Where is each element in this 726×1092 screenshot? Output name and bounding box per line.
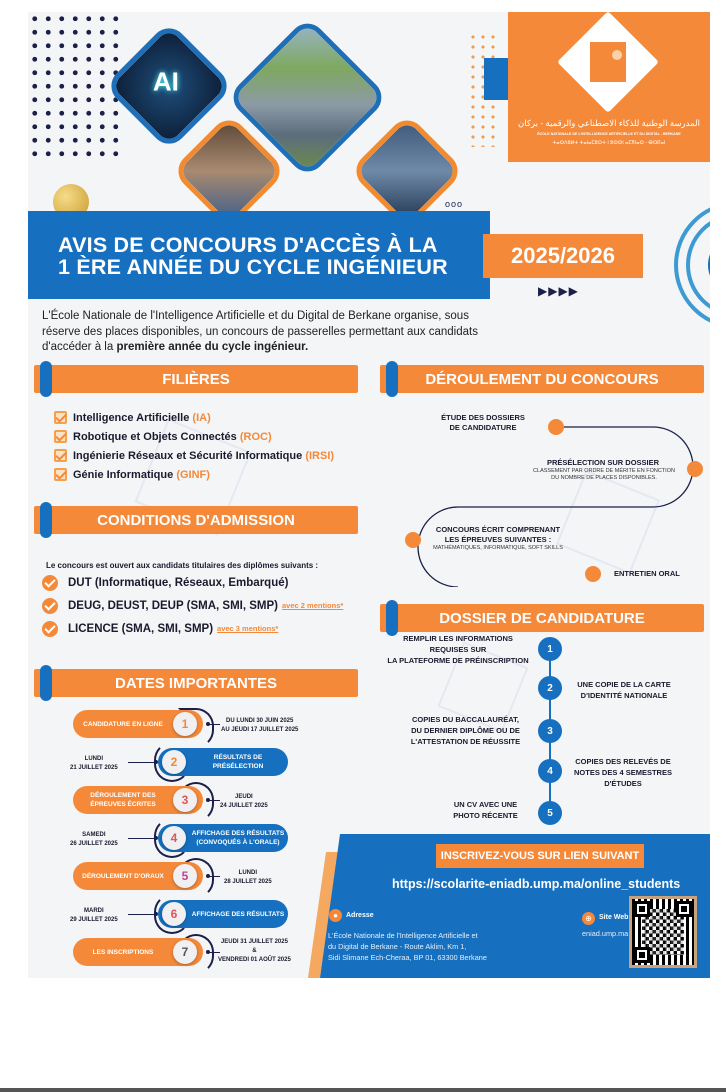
filieres-header — [34, 365, 358, 393]
diploma-name: DEUG, DEUST, DEUP (SMA, SMI, SMP) — [68, 599, 279, 612]
date-connector — [128, 762, 156, 763]
filiere-item — [54, 408, 334, 427]
address-label: Adresse — [346, 912, 374, 919]
website-url[interactable]: eniad.ump.ma — [582, 929, 629, 938]
dates-title: DATES IMPORTANTES — [115, 674, 277, 692]
filiere-item — [54, 446, 334, 465]
date-line: JEUDI — [235, 794, 253, 800]
intro-emphasis: première année du cycle ingénieur. — [116, 341, 309, 353]
filiere-code: (GINF) — [176, 468, 210, 481]
dates-header — [34, 669, 358, 697]
step-title: ÉTUDE DES DOSSIERS — [441, 413, 525, 422]
date-dot — [206, 798, 210, 802]
arrows-icon: ▶▶▶▶ — [538, 284, 579, 298]
dossier-text: COPIES DU BACCALAURÉAT, — [412, 715, 519, 724]
step-date — [220, 793, 268, 811]
check-circle-icon — [42, 575, 58, 591]
step-number: 4 — [162, 826, 186, 850]
deroulement-step-4: ENTRETIEN ORAL — [614, 569, 680, 578]
user-icon: ● — [329, 909, 342, 922]
filiere-name: Ingénierie Réseaux et Sécurité Informatique — [73, 449, 303, 462]
filieres-title: FILIÈRES — [162, 370, 230, 388]
conditions-list — [42, 571, 343, 640]
dossier-text: DU DERNIER DIPLÔME OU DE — [411, 726, 520, 735]
date-line: 21 JUILLET 2025 — [70, 765, 118, 771]
dossier-text: NOTES DES 4 SEMESTRES — [574, 768, 672, 777]
title-line-1: AVIS DE CONCOURS D'ACCÈS À LA — [58, 233, 438, 257]
mention-note: avec 3 mentions* — [217, 624, 279, 633]
date-line: AU JEUDI 17 JUILLET 2025 — [221, 727, 299, 733]
qr-finder — [634, 901, 650, 917]
step-number: 5 — [173, 864, 197, 888]
date-connector — [128, 838, 156, 839]
date-line: SAMEDI — [82, 832, 106, 838]
deroulement-step-2: PRÉSÉLECTION SUR DOSSIER — [546, 458, 660, 467]
dossier-text: REQUISES SUR — [429, 645, 487, 654]
more-indicator: ooo — [445, 199, 464, 209]
filieres-list — [54, 408, 334, 484]
step-date — [70, 755, 118, 773]
dossier-step-badge: 5 — [540, 803, 560, 823]
logo-french-name: ÉCOLE NATIONALE DE L'INTELLIGENCE ARTIFICIELLE ET DU DIGITAL - BERKANE — [537, 132, 681, 136]
step-title: CONCOURS ÉCRIT COMPRENANT — [435, 525, 561, 534]
address-line: du Digital de Berkane - Route Aklim, Km 1, — [328, 942, 467, 951]
logo-arabic-name: المدرسة الوطنية للذكاء الاصطناعي والرقمية - بركان — [518, 118, 700, 128]
date-line: MARDI — [84, 908, 104, 914]
date-line: VENDREDI 01 AOÛT 2025 — [218, 957, 291, 963]
address-line: L'École Nationale de l'Intelligence Artificielle et — [328, 931, 478, 940]
address-text — [328, 930, 528, 963]
condition-item — [42, 571, 343, 594]
filiere-name: Robotique et Objets Connectés — [73, 430, 237, 443]
dossier-step-badge: 1 — [540, 639, 560, 659]
date-dot — [154, 836, 158, 840]
date-connector — [128, 914, 156, 915]
section-tab — [386, 361, 398, 397]
step-node — [405, 532, 421, 548]
dot-grid-decoration — [28, 12, 123, 162]
check-circle-icon — [42, 598, 58, 614]
step-node — [548, 419, 564, 435]
dossier-step-badge: 2 — [540, 678, 560, 698]
date-line: 29 JUILLET 2025 — [70, 917, 118, 923]
step-date — [221, 717, 298, 735]
dossier-item-4 — [568, 756, 678, 789]
step-number: 1 — [173, 712, 197, 736]
date-dot — [206, 722, 210, 726]
title-line-2: 1 ÈRE ANNÉE DU CYCLE INGÉNIEUR — [58, 255, 448, 279]
date-dot — [206, 950, 210, 954]
dossier-text: D'IDENTITÉ NATIONALE — [580, 691, 668, 700]
step-number: 2 — [162, 750, 186, 774]
dossier-step-badge: 4 — [540, 761, 560, 781]
checkbox-icon — [54, 411, 67, 424]
step-label: LES INSCRIPTIONS — [92, 948, 154, 956]
step-number: 7 — [173, 940, 197, 964]
check-circle-icon — [42, 621, 58, 637]
step-title: LES ÉPREUVES SUIVANTES : — [444, 535, 552, 544]
logo-tifinagh-name: ⵜⴰⵙⴷⵓⵍⵜ ⵜⴰⵏⴰⵎⵓⵔⵜ ⵏ ⵓⵙⵙⵏ ⴰⵎⴳⵏⴰⵙ - ⴱⵔⴽⴰⵏ — [552, 140, 666, 146]
checkbox-icon — [54, 468, 67, 481]
school-logo — [508, 12, 710, 162]
filiere-item — [54, 465, 334, 484]
register-cta: INSCRIVEZ-VOUS SUR LIEN SUIVANT — [436, 844, 644, 868]
step-detail: CLASSEMENT PAR ORDRE DE MÉRITE EN FONCTION — [533, 468, 675, 474]
dossier-text: LA PLATEFORME DE PRÉINSCRIPTION — [387, 656, 529, 665]
checkbox-icon — [54, 449, 67, 462]
step-detail: DU NOMBRE DE PLACES DISPONIBLES. — [551, 475, 657, 481]
diploma-name: DUT (Informatique, Réseaux, Embarqué) — [68, 576, 289, 589]
date-line: 24 JUILLET 2025 — [220, 803, 268, 809]
step-label: DÉROULEMENT D'ORAUX — [82, 872, 164, 880]
deroulement-step-3 — [423, 525, 573, 545]
date-line: & — [252, 948, 257, 954]
step-label: RÉSULTATS DE — [213, 754, 263, 761]
website-label: Site Web — [599, 914, 629, 921]
qr-code — [629, 896, 697, 968]
ai-badge: AI — [152, 66, 179, 97]
conditions-intro: Le concours est ouvert aux candidats titulaires des diplômes suivants : — [46, 561, 319, 570]
dossier-text: PHOTO RÉCENTE — [453, 811, 518, 820]
step-date — [218, 938, 291, 965]
section-tab — [40, 361, 52, 397]
conditions-header — [34, 506, 358, 534]
diploma-name: LICENCE (SMA, SMI, SMP) — [68, 622, 214, 635]
logo-emblem-inner — [590, 42, 626, 82]
dossier-item-1 — [383, 633, 533, 666]
concentric-arcs-decoration — [668, 187, 710, 347]
registration-link[interactable]: https://scolarite-eniadb.ump.ma/online_students — [392, 877, 681, 891]
dossier-text: COPIES DES RELEVÉS DE — [575, 757, 671, 766]
step-label: DÉROULEMENT DES — [90, 792, 156, 799]
filiere-item — [54, 427, 334, 446]
step-label: CANDIDATURE EN LIGNE — [83, 720, 163, 728]
deroulement-step-1 — [423, 413, 543, 433]
dossier-text: D'ÉTUDES — [604, 779, 642, 788]
dossier-step-badge: 3 — [540, 721, 560, 741]
step-label: ÉPREUVES ÉCRITES — [90, 801, 156, 808]
dossier-text: UN CV AVEC UNE — [453, 800, 518, 809]
filiere-code: (IA) — [192, 411, 211, 424]
date-dot — [154, 760, 158, 764]
step-date — [70, 907, 118, 925]
checkbox-icon — [54, 430, 67, 443]
page-title — [58, 234, 448, 278]
step-title: DE CANDIDATURE — [449, 423, 517, 432]
step-number: 6 — [162, 902, 186, 926]
dossier-text: REMPLIR LES INFORMATIONS — [403, 634, 513, 643]
date-line: JEUDI 31 JUILLET 2025 — [220, 939, 288, 945]
filiere-code: (IRSI) — [305, 449, 335, 462]
step-date — [224, 869, 272, 887]
deroulement-step-2-detail — [523, 468, 685, 482]
deroulement-path — [398, 407, 698, 587]
filiere-name: Génie Informatique — [73, 468, 174, 481]
step-label: (CONVOQUÉS À L'ORALE) — [196, 839, 280, 846]
address-line: Sidi Slimane Ech-Cheraa, BP 01, 63300 Berkane — [328, 953, 487, 962]
dossier-text: UNE COPIE DE LA CARTE — [577, 680, 671, 689]
bottom-divider — [0, 1088, 726, 1092]
dossier-item-5 — [438, 799, 533, 821]
step-number: 3 — [173, 788, 197, 812]
dossier-item-3 — [398, 714, 533, 747]
date-line: LUNDI — [84, 756, 104, 762]
step-date — [70, 831, 118, 849]
step-label: AFFICHAGE DES RÉSULTATS — [191, 830, 285, 837]
condition-item — [42, 594, 343, 617]
step-node — [687, 461, 703, 477]
section-tab — [40, 502, 52, 538]
dossier-title: DOSSIER DE CANDIDATURE — [439, 609, 645, 627]
section-tab — [40, 665, 52, 701]
step-label: AFFICHAGE DES RÉSULTATS — [191, 910, 285, 918]
step-node — [585, 566, 601, 582]
step-label: PRÉSÉLECTION — [212, 763, 264, 770]
qr-finder — [676, 901, 692, 917]
logo-sun-icon — [612, 50, 622, 60]
deroulement-title: DÉROULEMENT DU CONCOURS — [425, 370, 659, 388]
globe-icon: ⊕ — [582, 912, 595, 925]
condition-item — [42, 617, 343, 640]
poster — [28, 12, 710, 978]
qr-finder — [634, 947, 650, 963]
mention-note: avec 2 mentions* — [282, 601, 344, 610]
date-line: LUNDI — [238, 870, 258, 876]
deroulement-step-3-detail: MATHÉMATIQUES, INFORMATIQUE, SOFT SKILLS — [433, 545, 563, 551]
filiere-name: Intelligence Artificielle — [73, 411, 190, 424]
dossier-item-2 — [569, 679, 679, 701]
date-dot — [206, 874, 210, 878]
intro-text: L'École Nationale de l'Intelligence Artificielle et du Digital de Berkane organise, sous réserve des places disponibles, un concours de passerelles permettant aux candidats d'accéder à la — [42, 310, 478, 353]
dossier-header — [380, 604, 704, 632]
deroulement-header — [380, 365, 704, 393]
date-dot — [154, 912, 158, 916]
academic-year: 2025/2026 — [483, 234, 643, 278]
filiere-code: (ROC) — [239, 430, 272, 443]
dossier-text: L'ATTESTATION DE RÉUSSITE — [410, 737, 521, 746]
date-line: 28 JUILLET 2025 — [224, 879, 272, 885]
date-line: DU LUNDI 30 JUIN 2025 — [226, 718, 294, 724]
section-tab — [386, 600, 398, 636]
conditions-title: CONDITIONS D'ADMISSION — [97, 511, 295, 529]
intro-paragraph — [42, 309, 502, 356]
date-line: 26 JUILLET 2025 — [70, 841, 118, 847]
